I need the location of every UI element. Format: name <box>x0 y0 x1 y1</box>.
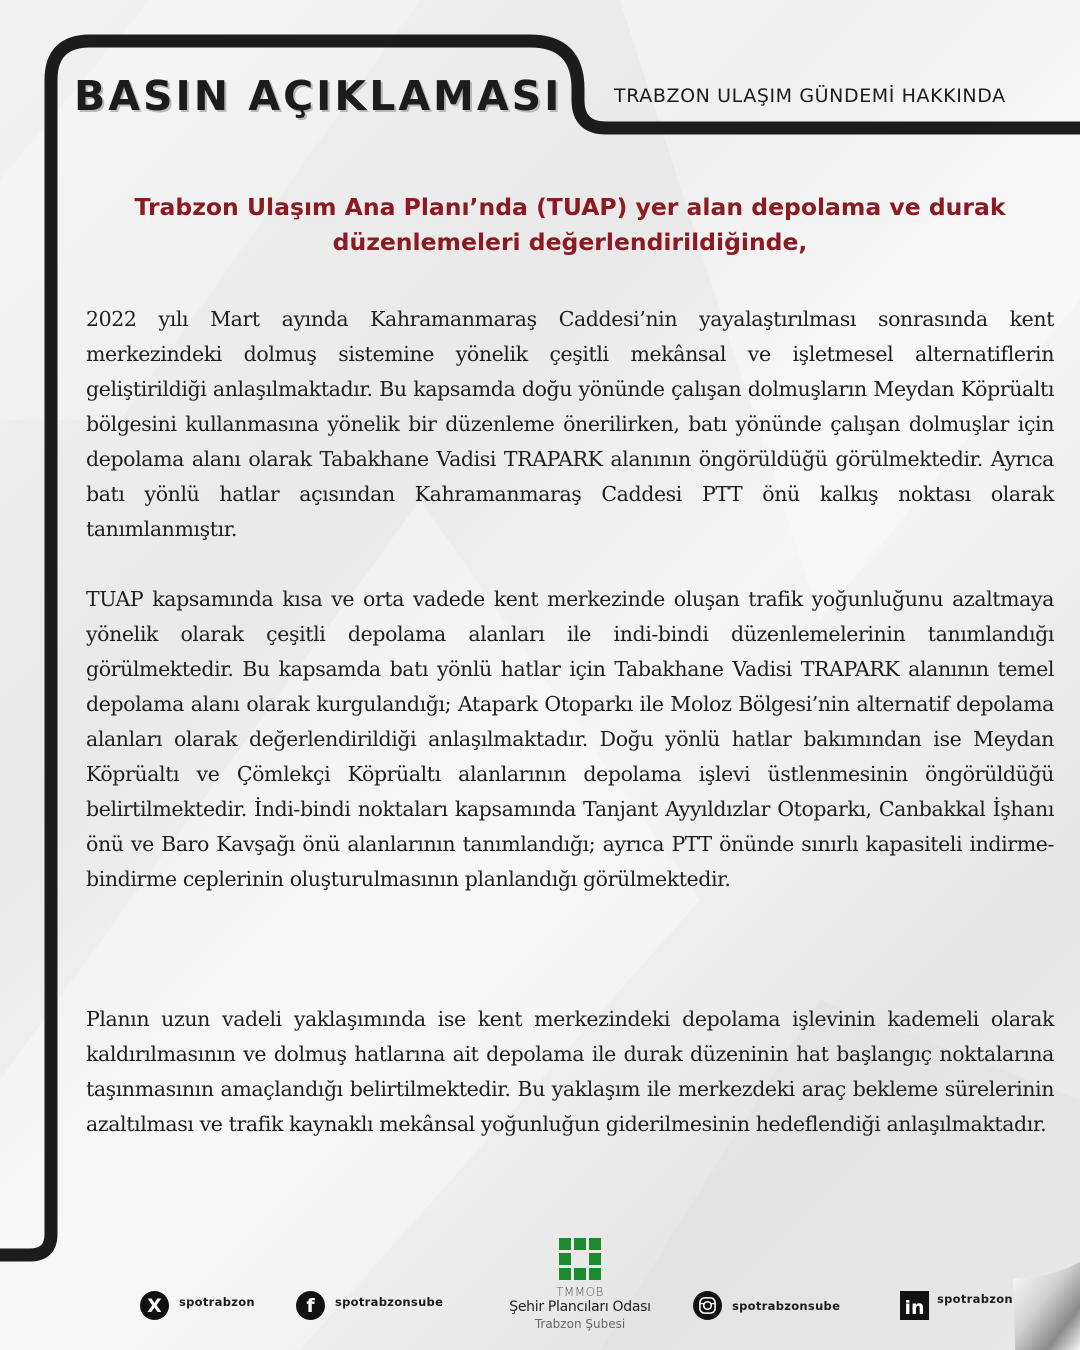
paragraph-2: TUAP kapsamında kısa ve orta vadede kent merkezinde oluşan trafik yoğunluğunu azaltmaya yönelik olarak çeşitli depolama alanları ile indi-bindi düzenlemelerinin tanımlandığı görülmektedir. Bu kapsamda batı yönlü hatlar için Tabakhane Vadisi TRAPARK alanının temel depolama alanı olarak kurgulandığı; Atapark Otoparkı ile Moloz Bölgesi’nin alternatif depolama alanları olarak değerlendirildiği anlaşılmaktadır. Doğu yönlü hatlar bakımından ise Meydan Köprüaltı ve Çömlekçi Köprüaltı alanlarının depolama işlevi üstlenmesinin öngörüldüğü belirtilmektedir. İndi-bindi noktaları kapsamında Tanjant Ayyıldızlar Otoparkı, Canbakkal İşhanı önü ve Baro Kavşağı önü alanlarının tanımlandığı; ayrıca PTT önünde sınırlı kapasiteli indirme-bindirme ceplerinin oluşturulmasının planlandığı görülmektedir. <box>86 587 1054 891</box>
social-x-handle: spotrabzon <box>179 1294 255 1309</box>
tmmob-logo <box>497 1238 663 1332</box>
page-curl-decoration <box>1005 1260 1080 1350</box>
social-x[interactable] <box>140 1291 255 1320</box>
logo-mark-icon <box>559 1238 601 1280</box>
page-subtitle: TRABZON ULAŞIM GÜNDEMİ HAKKINDA <box>614 85 1006 107</box>
social-instagram[interactable] <box>693 1291 840 1320</box>
linkedin-icon: in <box>900 1291 929 1320</box>
logo-org: TMMOB <box>556 1285 604 1299</box>
logo-chamber: Şehir Plancıları Odası <box>509 1299 651 1315</box>
social-facebook-handle: spotrabzonsube <box>335 1294 444 1309</box>
instagram-icon <box>693 1291 722 1320</box>
facebook-icon: f <box>296 1291 325 1320</box>
social-linkedin[interactable] <box>900 1291 1013 1320</box>
paragraph-3: Planın uzun vadeli yaklaşımında ise kent merkezindeki depolama işlevinin kademeli olarak kaldırılmasının ve dolmuş hatlarına ait depolama ile durak düzeninin hat başlangıç noktalarına taşınmasının amaçlandığı belirtilmektedir. Bu yaklaşım ile merkezdeki araç bekleme sürelerinin azaltılması ve trafik kaynaklı mekânsal yoğunluğun giderilmesinin hedeflendiği anlaşılmaktadır. <box>86 1007 1054 1136</box>
social-linkedin-handle: spotrabzon <box>937 1291 1013 1306</box>
paragraph-1: 2022 yılı Mart ayında Kahramanmaraş Caddesi’nin yayalaştırılması sonrasında kent merkezindeki dolmuş sistemine yönelik çeşitli mekânsal ve işletmesel alternatiflerin geliştirildiği anlaşılmaktadır. Bu kapsamda doğu yönünde çalışan dolmuşların Meydan Köprüaltı bölgesini kullanmasına yönelik bir düzenleme önerilirken, batı yönünde çalışan dolmuşlar için depolama alanı olarak Tabakhane Vadisi TRAPARK alanının öngörüldüğü görülmektedir. Ayrıca batı yönlü hatlar açısından Kahramanmaraş Caddesi PTT önü kalkış noktası olarak tanımlanmıştır. <box>86 307 1054 541</box>
page-title: BASIN AÇIKLAMASI <box>74 72 563 120</box>
headline: Trabzon Ulaşım Ana Planı’nda (TUAP) yer alan depolama ve durak düzenlemeleri değerlendirildiğinde, <box>134 193 1006 256</box>
social-facebook[interactable] <box>296 1291 443 1320</box>
logo-branch: Trabzon Şubesi <box>534 1317 626 1331</box>
social-instagram-handle: spotrabzonsube <box>732 1298 841 1313</box>
x-logo-icon: X <box>140 1291 169 1320</box>
